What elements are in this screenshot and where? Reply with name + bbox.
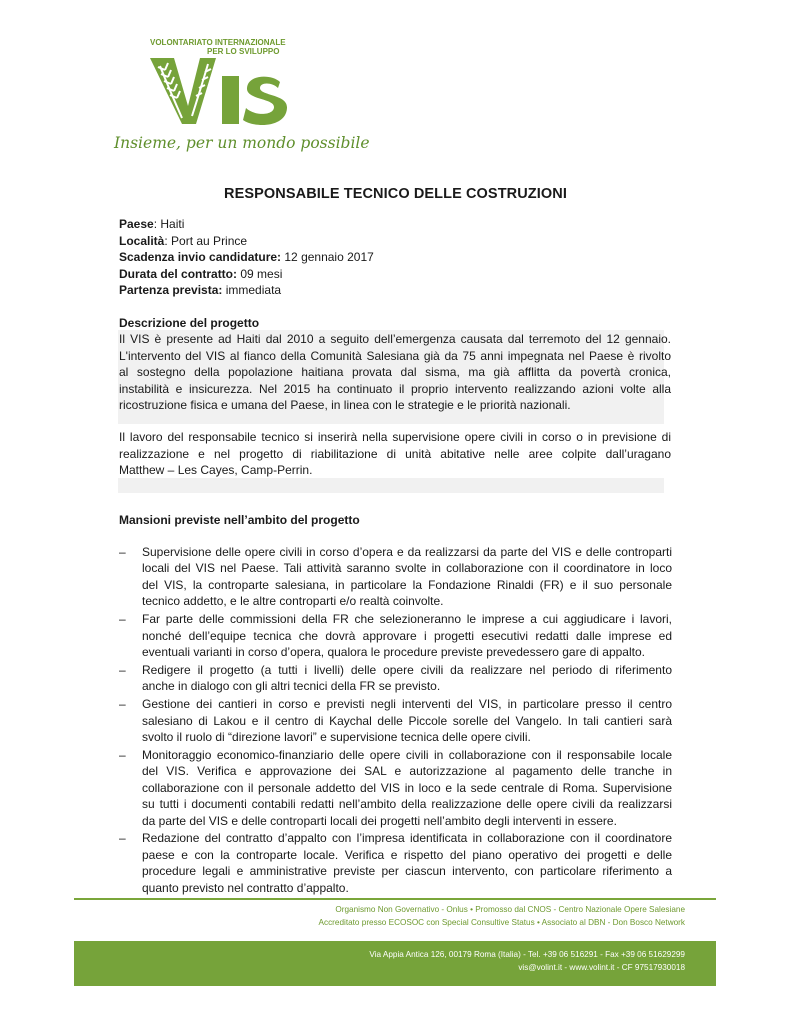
job-details xyxy=(119,216,374,299)
description-paragraph-1: Il VIS è presente ad Haiti dal 2010 a seguito dell’emergenza causata dal terremoto del 12 gennaio. L'intervento del VIS al fianco della Comunità Salesiana già da 75 anni impegnata nel Paese è rivolto al sostegno della popolazione haitiana provata dal sisma, ma già afflitta da povertà cronica, instabilità e insicurezza. Nel 2015 ha continuato il proprio intervento realizzando azioni volte alla ricostruzione fisica e umana del Paese, in linea con le strategie e le priorità nazionali. xyxy=(119,332,671,412)
bullet: – xyxy=(119,831,126,846)
wheat-icon xyxy=(150,58,216,124)
field-durata: Durata del contratto: 09 mesi xyxy=(119,266,283,281)
footer-web: vis@volint.it - www.volint.it - CF 97517930018 xyxy=(518,963,685,972)
bullet: – xyxy=(119,612,126,627)
list-item: – Supervisione delle opere civili in corso d’opera e da realizzarsi da parte del VIS e delle controparti locali del VIS nel Paese. Tali attività saranno svolte in collaborazione con il coordinatore in loco del VIS, la controparte salesiana, in particolare la Fondazione Rinaldi (FR) e il suo personale tecnico addetto, e le altre controparti e/o realtà coinvolte. xyxy=(119,545,672,609)
footer-org-info xyxy=(319,904,685,929)
list-item: – Redigere il progetto (a tutti i livelli) delle opere civili da realizzare nel periodo di riferimento anche in dialogo con gli altri tecnici della FR se previsto. xyxy=(119,662,672,694)
footer-divider xyxy=(74,898,716,900)
org-name-line2: PER LO SVILUPPO xyxy=(207,47,280,56)
tagline: Insieme, per un mondo possibile xyxy=(114,134,370,152)
field-scadenza: Scadenza invio candidature: 12 gennaio 2017 xyxy=(119,250,374,265)
list-item: – Gestione dei cantieri in corso e previsti negli interventi del VIS, in particolare presso il centro salesiano di Lakou e il centro di Kaychal delle Piccole sorelle del Vangelo. In tali cantieri sarà svolto il ruolo di “direzione lavori” e supervisione tecnica delle opere civili. xyxy=(119,697,672,744)
bullet: – xyxy=(119,662,126,677)
description-highlight-2 xyxy=(118,478,664,493)
list-item: – Far parte delle commissioni della FR che selezioneranno le imprese a cui aggiudicare i lavori, nonché dell’equipe tecnica che dovrà approvare i progetti esecutivi redatti dalle imprese ed eventuali varianti in corso d’opera, qualora le procedure previste prevedessero gare di appalto. xyxy=(119,612,672,659)
tasks-heading: Mansioni previste nell’ambito del progetto xyxy=(119,513,360,527)
footer-line-1: Organismo Non Governativo - Onlus • Promosso dal CNOS - Centro Nazionale Opere Salesiane xyxy=(335,905,685,914)
logo-letter-s xyxy=(243,77,287,125)
footer-contact-band xyxy=(74,941,716,986)
logo-letter-i xyxy=(222,76,239,124)
footer-address: Via Appia Antica 126, 00179 Roma (Italia) - Tel. +39 06 516291 - Fax +39 06 51629299 xyxy=(369,950,685,959)
page-title: RESPONSABILE TECNICO DELLE COSTRUZIONI xyxy=(224,186,567,202)
bullet: – xyxy=(119,545,126,559)
tasks-list xyxy=(119,544,672,898)
field-partenza: Partenza prevista: immediata xyxy=(119,283,282,298)
org-name-line1: VOLONTARIATO INTERNAZIONALE xyxy=(150,38,286,47)
description-paragraph-2: Il lavoro del responsabile tecnico si inserirà nella supervisione opere civili in corso o in previsione di realizzazione e nel progetto di riabilitazione di unità abitative nelle aree colpite dall’uragano Matthew – Les Cayes, Camp-Perrin. xyxy=(119,430,671,477)
list-item: – Monitoraggio economico-finanziario delle opere civili in collaborazione con il responsabile locale del VIS. Verifica e approvazione dei SAL e autorizzazione al pagamento delle tranche in collaborazione con il personale addetto del VIS in loco e la sede centrale di Roma. Supervisione su tutti i documenti contabili redatti nell’ambito della realizzazione delle opere civili da realizzarsi da parte del VIS e delle controparti locali dei progetti nell’ambito degli interventi in essere. xyxy=(119,747,672,828)
field-paese: Paese: Haiti xyxy=(119,217,185,231)
bullet: – xyxy=(119,747,126,762)
bullet: – xyxy=(119,697,126,712)
list-item: – Redazione del contratto d’appalto con l’impresa identificata in collaborazione con il coordinatore paese e con la controparte locale. Verifica e rispetto del piano operativo dei progetti e delle procedure legali e amministrative previste per ciascun intervento, con particolare riferimento a quanto previsto nel contratto d’appalto. xyxy=(119,831,672,895)
footer-line-2: Accreditato presso ECOSOC con Special Consultive Status • Associato al DBN - Don Bosco Network xyxy=(318,917,685,927)
field-localita: Località: Port au Prince xyxy=(119,233,248,248)
description-heading: Descrizione del progetto xyxy=(119,316,260,330)
